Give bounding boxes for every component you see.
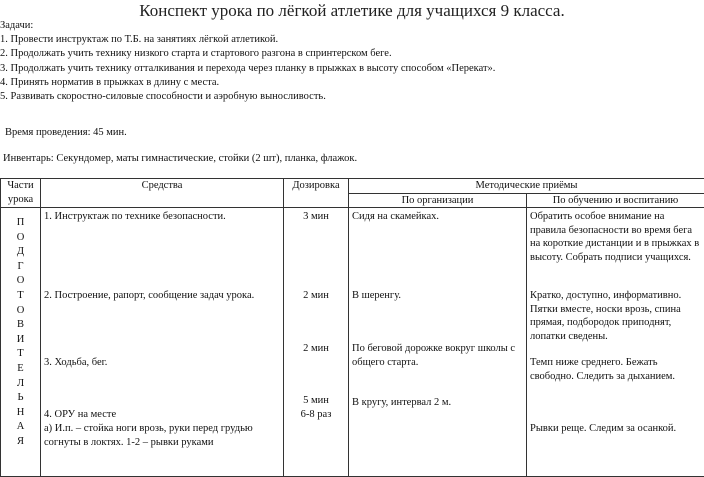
dosage-column: [284, 208, 349, 477]
header-dosage: Дозировка: [284, 179, 349, 208]
header-means: Средства: [41, 179, 284, 208]
section-letter: Т: [4, 347, 37, 362]
dosage-item: 3 мин: [287, 210, 345, 224]
section-letter: О: [4, 274, 37, 289]
tasks-block: [0, 19, 700, 104]
section-label: [1, 208, 41, 477]
header-training: По обучению и воспитанию: [527, 193, 704, 208]
section-letter: Л: [4, 377, 37, 392]
section-letter: Т: [4, 289, 37, 304]
lesson-plan-table: [0, 178, 704, 477]
organization-item: Сидя на скамейках.: [352, 210, 523, 224]
inventory-line: Инвентарь: Секундомер, маты гимнастические, стойки (2 шт), планка, флажок.: [3, 153, 357, 164]
means-item: 4. ОРУ на месте: [44, 408, 280, 422]
training-item: Кратко, доступно, информативно. Пятки вместе, носки врозь, спина прямая, подбородок приподнят, лопатки сведены.: [530, 289, 701, 343]
header-organization: По организации: [349, 193, 527, 208]
training-item: Обратить особое внимание на правила безопасности во время бега на короткие дистанции и в прыжках в высоту. Собрать подписи учащихся.: [530, 210, 701, 264]
task-item: 5. Развивать скоростно-силовые способности и аэробную выносливость.: [0, 90, 700, 104]
dosage-item: 2 мин: [287, 342, 345, 356]
organization-item: В кругу, интервал 2 м.: [352, 396, 523, 410]
training-column: [527, 208, 704, 477]
section-letter: А: [4, 420, 37, 435]
dosage-item: 2 мин: [287, 289, 345, 303]
section-letter: Д: [4, 245, 37, 260]
training-item: Рывки реще. Следим за осанкой.: [530, 422, 701, 436]
header-methods: Методические приёмы: [349, 179, 704, 194]
section-letter: Е: [4, 362, 37, 377]
section-letter: П: [4, 216, 37, 231]
dosage-item: 5 мин: [287, 394, 345, 408]
section-letter: О: [4, 231, 37, 246]
means-item-sub: а) И.п. – стойка ноги врозь, руки перед грудью согнуты в локтях. 1-2 – рывки руками: [44, 422, 280, 449]
section-letter: И: [4, 333, 37, 348]
organization-column: [349, 208, 527, 477]
means-item: 1. Инструктаж по технике безопасности.: [44, 210, 280, 224]
header-part: Части урока: [1, 179, 41, 208]
means-column: [41, 208, 284, 477]
section-letter: Ь: [4, 391, 37, 406]
section-letter: Я: [4, 435, 37, 450]
section-letter: Н: [4, 406, 37, 421]
task-item: 4. Принять норматив в прыжках в длину с места.: [0, 76, 700, 90]
organization-item: В шеренгу.: [352, 289, 523, 303]
task-item: 2. Продолжать учить технику низкого старта и стартового разгона в спринтерском беге.: [0, 47, 700, 61]
organization-item: По беговой дорожке вокруг школы с общего старта.: [352, 342, 523, 369]
section-letter: Г: [4, 260, 37, 275]
task-item: 3. Продолжать учить технику отталкивания и перехода через планку в прыжках в высоту способом «Перекат».: [0, 62, 700, 76]
training-item: Темп ниже среднего. Бежать свободно. Следить за дыханием.: [530, 356, 701, 383]
tasks-heading: Задачи:: [0, 19, 700, 33]
lesson-duration: Время проведения: 45 мин.: [5, 127, 127, 138]
dosage-item-sub: 6-8 раз: [287, 408, 345, 422]
section-letter: О: [4, 304, 37, 319]
means-item: 3. Ходьба, бег.: [44, 356, 280, 370]
page-title: Конспект урока по лёгкой атлетике для учащихся 9 класса.: [0, 1, 704, 21]
means-item: 2. Построение, рапорт, сообщение задач урока.: [44, 289, 280, 303]
task-item: 1. Провести инструктаж по Т.Б. на занятиях лёгкой атлетикой.: [0, 33, 700, 47]
section-letter: В: [4, 318, 37, 333]
